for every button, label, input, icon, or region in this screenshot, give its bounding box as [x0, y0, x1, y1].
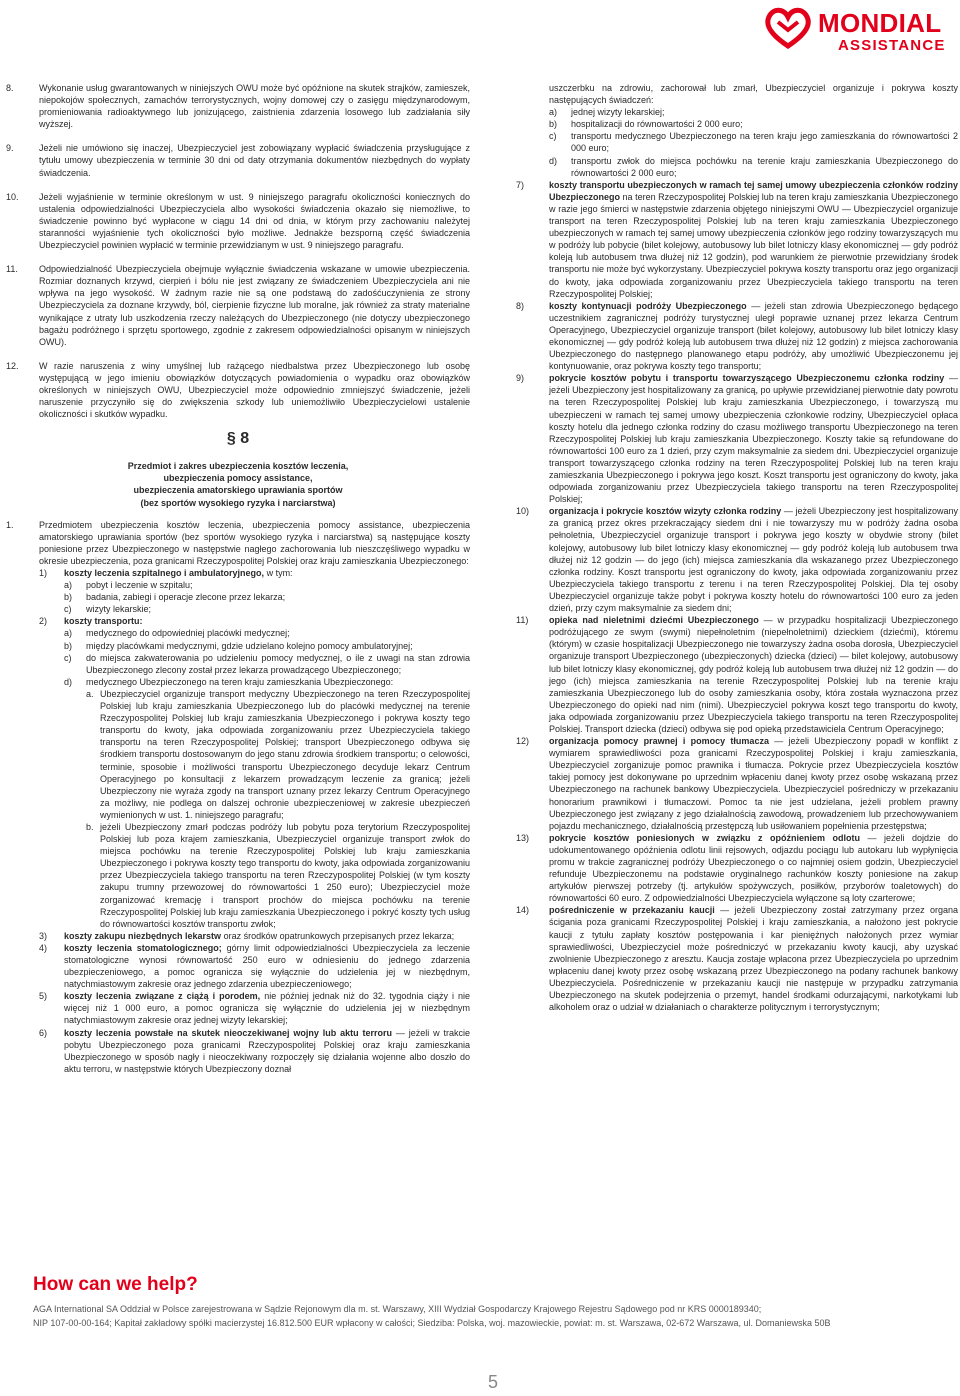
item-text: — jeżeli Ubezpieczony został zatrzymany przez organa ścigania poza granicami Rzeczypospolitej Polskiej i kraju zamieszkania, a nałożono jest pokrycie kaucji z tytułu zapłaty kosztów postępowania i kar pieniężnych nałożonych przez wymiar sprawiedliwości, Ubezpieczyciel może pośredniczyć w przekazaniu kwoty kaucji, aby uzyskać zwolnienie Ubezpieczonego z aresztu. Kaucja zostaje wpłacona przez Ubezpieczyciela po uprzednim wpłaceniu danej kwoty przez osobę wskazaną przez Ubezpieczonego na podany rachunek bankowy Ubezpieczyciela. Pośredniczenie w przekazaniu kaucji nie następuje w przypadku zatrzymania Ubezpieczonego na skutek podejrzenia o przemyt, handel środkami odurzającymi, narkotykami lub alkoholem oraz o udział w działaniach o charakterze politycznym i terrorystycznym; [549, 905, 958, 1013]
item-heading: opieka nad nieletnimi dziećmi Ubezpieczonego [549, 615, 759, 626]
subitem-d [64, 676, 470, 930]
item-heading: koszty transportu: [64, 616, 143, 627]
item-number: 7) [516, 179, 525, 190]
mondial-assistance-logo [762, 2, 952, 58]
item-heading: koszty transportu ubezpieczonych w ramach tej samej umowy ubezpieczenia członków rodziny Ubezpieczonego [549, 179, 958, 202]
cost-item-5 [39, 990, 470, 1026]
subsubitem-text: jeżeli Ubezpieczony zmarł podczas podróży lub pobytu poza terytorium Rzeczypospolitej Polskiej lub poza krajem zamieszkania, Ubezpieczyciel organizuje transport zwłok do miejsca pochówku na terenie Rzeczypospolitej Polskiej lub kraju zamieszkania Ubezpieczonego i pokrywa koszty tego transportu do kwoty, jaka odpowiada zorganizowaniu przez Ubezpieczyciela takiego transportu na teren Rzeczypospolitej Polskiej (w tym koszty zakupu trumny przewozowej do równowartości 1 250 euro); Ubezpieczyciel może zorganizować kremację i transport prochów do miejsca pochówku na terenie Rzeczypospolitej Polskiej lub kraju zamieszkania Ubezpieczonego i pokryć koszty tych usług do równowartości kosztów transportu zwłok; [100, 821, 470, 929]
subitem-letter: b) [64, 592, 73, 603]
item-text: — jeżeli Ubezpieczony jest hospitalizowany za granicą przez okres przekraczający siedem dni i nie towarzyszy mu w podróży żadna osoba pełnoletnia, Ubezpieczyciel organizuje transport i pokrywa jego koszty w obydwie strony (bilet kolejowy, autobusowy lub bilet lotniczy klasy ekonomicznej — gdy podróż koleją lub autobusem trwa dłużej niż 12 godzin — do jego (ich) miejsca zamieszkania dla wskazanego przez Ubezpieczonego członka rodziny. Koszt transportu jest ograniczony do kwoty, jaka odpowiada zorganizowaniu przez Ubezpieczyciela takiego transportu z terenu i na teren Rzeczypospolitej Polskiej. Dla tej osoby Ubezpieczyciel organizuje także pobyt i pokrywa koszty hotelu do równowartości 100 euro za jeden dzień, przy czym maksymalnie za siedem dni; [549, 506, 958, 614]
item-number: 14) [516, 905, 530, 916]
right-column [516, 82, 958, 1013]
paragraph-text: Odpowiedzialność Ubezpieczyciela obejmuje wyłącznie świadczenia wskazane w umowie ubezpieczenia. Rozmiar doznanych krzywd, cierpień i bólu nie jest związany ze świadczeniem Ubezpieczyciela ani nie wpływa na jego wysokość. W żadnym razie nie są one podstawą do zadośćuczynienia ze strony Ubezpieczyciela za doznane krzywdy, ból, cierpienie fizyczne lub moralne, jak również za straty materialne wynikające z utraty lub uszkodzenia rzeczy należących do Ubezpieczonego (nie dotyczy ubezpieczonego bagażu podróżnego i sprzętu sportowego, zgodnie z zakresem odpowiedzialności opisanym w niniejszych OWU). [39, 264, 470, 347]
paragraph-text: Wykonanie usług gwarantowanych w niniejszych OWU może być opóźnione na skutek strajków, zamieszek, niepokojów społecznych, zamachów terrorystycznych, wojny domowej czy o zasięgu międzynarodowym, promieniowania radioaktywnego lub jonizującego, zaistnienia zdarzenia losowego lub zadziałania siły wyższej. [39, 83, 470, 130]
cost-item-8 [516, 300, 958, 373]
subitem-a [64, 579, 470, 591]
section-paragraph-1 [6, 519, 470, 1075]
legal-footer [33, 1302, 933, 1330]
subitem-text: medycznego do odpowiedniej placówki medycznej; [86, 628, 290, 639]
subitem-text: wizyty lekarskie; [86, 604, 152, 615]
subitem-text: medycznego Ubezpieczonego na teren kraju zamieszkania Ubezpieczonego: [86, 676, 394, 687]
item-number: 12) [516, 736, 530, 747]
subitem-letter: c) [64, 604, 72, 615]
item-heading: koszty leczenia powstałe na skutek nieoczekiwanej wojny lub aktu terroru [64, 1027, 392, 1038]
cost-item-2 [39, 615, 470, 929]
subitem-text: do miejsca zakwaterowania po udzieleniu pomocy medycznej, o ile z uwagi na stan zdrowia Ubezpieczonego zlecony został przez lekarza prowadzącego Ubezpieczonego; [86, 652, 470, 675]
paragraph-11 [6, 263, 470, 348]
brand-name: MONDIAL [818, 8, 942, 38]
paragraph-8 [6, 82, 470, 130]
paragraph-9 [6, 142, 470, 178]
item-number: 13) [516, 832, 530, 843]
subitem-letter: c) [64, 652, 72, 663]
item-number: 5) [39, 991, 48, 1002]
paragraph-12 [6, 360, 470, 420]
item-heading: pośredniczenie w przekazaniu kaucji [549, 905, 715, 916]
paragraph-text: Jeżeli nie umówiono się inaczej, Ubezpieczyciel jest zobowiązany wypłacić świadczenia przysługujące z tytułu umowy ubezpieczenia w terminie 30 dni od daty otrzymania dokumentów niezbędnych do wypłaty świadczenia. [39, 143, 470, 178]
paragraph-number: 11. [6, 264, 18, 275]
item-heading: koszty leczenia stomatologicznego; [64, 942, 222, 953]
item-heading: koszty zakupu niezbędnych lekarstw [64, 930, 222, 941]
subitem-text: hospitalizacji do równowartości 2 000 euro; [571, 119, 743, 130]
cost-item-7 [516, 179, 958, 300]
paragraph-text: uszczerbku na zdrowiu, zachorował lub zmarł, Ubezpieczyciel organizuje i pokrywa koszty następujących świadczeń: [549, 83, 958, 106]
subitem-letter: b) [64, 640, 73, 651]
subitem-b [64, 640, 470, 652]
cost-item-6 [39, 1027, 470, 1075]
section-title [6, 460, 470, 508]
item-heading: koszty kontynuacji podróży Ubezpieczonego [549, 300, 747, 311]
subitem-b [64, 591, 470, 603]
item-number: 3) [39, 930, 48, 941]
item-heading: pokrycie kosztów poniesionych w związku z opóźnieniem odlotu [549, 832, 860, 843]
subitem-c [64, 652, 470, 676]
item-heading: koszty leczenia związane z ciążą i porodem, [64, 991, 261, 1002]
item-number: 4) [39, 942, 48, 953]
subitem-text: między placówkami medycznymi, gdzie udzielano kolejno pomocy ambulatoryjnej; [86, 640, 413, 651]
item-text: w tym: [264, 568, 293, 578]
section-title-line: ubezpieczenia pomocy assistance, [163, 473, 313, 484]
item-number: 1) [39, 568, 48, 578]
subitem-text: transportu zwłok do miejsca pochówku na terenie kraju zamieszkania Ubezpieczonego do równowartości 2 000 euro; [571, 155, 958, 178]
cost-item-10 [516, 505, 958, 614]
item-number: 9) [516, 373, 525, 384]
subitem-letter: d) [64, 676, 73, 687]
paragraph-number: 12. [6, 360, 19, 371]
cost-item-12 [516, 735, 958, 832]
item-heading: organizacja i pokrycie kosztów wizyty członka rodziny [549, 506, 782, 517]
item-number: 10) [516, 506, 530, 517]
footer-line: NIP 107-00-00-164; Kapitał zakładowy spółki macierzystej 16.812.500 EUR wpłacony w całości; Siedziba: Polska, woj. mazowieckie, powiat: m. st. Warszawa, 02-672 Warszawa, ul. Domaniewska 50B [33, 1318, 831, 1328]
item-heading: koszty leczenia szpitalnego i ambulatoryjnego, [64, 568, 265, 578]
subsubitem-letter: b. [86, 821, 94, 832]
item-text: nie później jednak niż do 32. tygodnia ciąży i nie więcej niż 1 000 euro, a pomoc ogranicza się wyłącznie do udzielenia jej w niezbędnym natychmiastowym zakresie oraz jednej wizyty lekarskiej; [64, 991, 470, 1026]
subitem-text: transportu medycznego Ubezpieczonego na teren kraju jego zamieszkania do równowartości 2 000 euro; [571, 131, 958, 154]
subitem-text: pobyt i leczenie w szpitalu; [86, 580, 193, 591]
paragraph-10 [6, 191, 470, 251]
cost-item-14 [516, 904, 958, 1013]
item-text: — jeżeli dojdzie do udokumentowanego opóźnienia odlotu linii rejsowych, odjazdu pociągu lub autokaru lub wypłynięcia promu w trakcie zagranicznej podróży Ubezpieczonego o co najmniej osiem godzin, Ubezpieczyciel refunduje Ubezpieczonemu na podstawie oryginalnego rachunków koszty poniesione na zakup artykułów pierwszej potrzeby (tj. artykułów spożywczych, posiłków, przyborów toaletowych) do równowartości 60 euro. Z odpowiedzialności Ubezpieczyciela wyłączone są loty czarterowe; [549, 832, 958, 904]
cost-item-1 [39, 567, 470, 615]
heart-logo-icon [762, 6, 814, 50]
paragraph-number: 10. [6, 191, 19, 202]
cost-item-11 [516, 614, 958, 735]
paragraph-text: Jeżeli wyjaśnienie w terminie określonym w ust. 9 niniejszego paragrafu okoliczności koniecznych do ustalenia odpowiedzialności Ubezpieczyciela albo wysokości świadczenia okazało się niemożliwe, to świadczenie powinno być wypłacone w ciągu 14 dni od dnia, w którym przy zachowaniu należytej staranności wyjaśnienie tych okoliczności było możliwe. Jednakże bezsporną część świadczenia Ubezpieczyciel powinien wypłacić w terminie przewidzianym w ust. 9 niniejszego paragrafu. [39, 191, 470, 251]
subsubitem-text: Ubezpieczyciel organizuje transport medyczny Ubezpieczonego na teren Rzeczypospolitej Polskiej lub kraju zamieszkania Ubezpieczonego lub do placówki medycznej na terenie Rzeczypospolitej Polskiej lub kraju zamieszkania Ubezpieczonego i pokrywa koszty tego transportu do kwoty, jaka odpowiada zorganizowaniu przez Ubezpieczyciela takiego transportu na teren Rzeczypospolitej Polskiej; transport Ubezpieczonego odbywa się środkiem transportu dostosowanym do jego stanu zdrowia środkiem transportu; o celowości, terminie, sposobie i możliwości transportu Ubezpieczonego decyduje lekarz Centrum Operacyjnego po konsultacji z lekarzem prowadzącym leczenie za granicą; jeżeli Ubezpieczony nie wyraża zgody na transport uznany przez lekarzy Centrum Operacyjnego za możliwy, nie podlega on dalszej ochronie ubezpieczeniowej w zakresie ubezpieczeń wymienionych w ust. 1. niniejszego paragrafu; [100, 688, 470, 820]
cost-item-9 [516, 372, 958, 505]
item-text: — w przypadku hospitalizacji Ubezpieczonego podróżującego ze swym (swymi) niepełnoletnim (niepełnoletnimi) dzieckiem (dziećmi), któremu (którym) w czasie hospitalizacji Ubezpieczonego nie towarzyszy żadna osoba dorosła, Ubezpieczyciel organizuje transport Ubezpieczonego (ubezpieczonych) dziecka (dzieci) — bilet kolejowy, autobusowy lub bilet lotniczy klasy ekonomicznej, gdy podróż koleją lub autobusem trwa dłużej niż 12 godzin — do jego (ich) miejsca zamieszkania na terenie Rzeczypospolitej Polskiej lub na terenie kraju zamieszkania Ubezpieczonego lub do osoby zamieszkania osoby, która została wyznaczona przez Ubezpieczonego do opieki nad nim (nimi). Ubezpieczyciel pokrywa koszt tego transportu do kwoty, jaka odpowiada zorganizowaniu przez Ubezpieczyciela takiego transportu na teren Rzeczypospolitej Polskiej. Transport dziecka (dzieci) odbywa się pod opieką przedstawiciela Centrum Operacyjnego; [549, 615, 958, 734]
subitem-b [549, 118, 958, 130]
subsubitem-a [86, 688, 470, 821]
subitem-letter: a) [64, 628, 73, 639]
item-number: 8) [516, 300, 525, 311]
section-mark: § 8 [226, 430, 250, 448]
subitem-a [549, 106, 958, 118]
continued-item-6 [516, 82, 958, 179]
subsubitem-b [86, 821, 470, 930]
subitem-letter: a) [549, 107, 558, 118]
subitem-c [64, 603, 470, 615]
item-text: — jeżeli Ubezpieczony jest hospitalizowany za granicą, po upływie przewidzianej pierwotnie daty powrotu na teren Rzeczypospolitej Polskiej lub kraju zamieszkania Ubezpieczonego, i towarzyszą mu ubezpieczeni w ramach tej samej umowy ubezpieczenia członkowie rodziny, Ubezpieczyciel opłaca koszty hotelu dla jednego członka rodziny do czasu możliwego transportu Ubezpieczonego na teren Rzeczypospolitej Polskiej lub kraju zamieszkania Ubezpieczonego. Koszty takie są refundowane do równowartości 100 euro za 1 dzień, przy czym maksymalnie za siedem dni. Ubezpieczyciel organizuje transport towarzyszącego członka rodziny na teren Rzeczypospolitej Polskiej lub na teren kraju zamieszkania Ubezpieczonego i pokrywa jego koszt. Koszt transportu jest ograniczony do kwoty, jaka odpowiada zorganizowaniu przez Ubezpieczyciela takiego transportu na teren Rzeczypospolitej Polskiej; [549, 373, 958, 505]
section-title-line: Przedmiot i zakres ubezpieczenia kosztów leczenia, [127, 461, 349, 472]
subitem-text: badania, zabiegi i operacje zlecone przez lekarza; [86, 592, 286, 603]
left-column [6, 82, 470, 1075]
item-number: 2) [39, 616, 48, 627]
item-text: — jeżeli w trakcie pobytu Ubezpieczonego poza granicami Rzeczypospolitej Polskiej oraz kraju zamieszkania Ubezpieczonego w sposób nagły i nieoczekiwany rozpoczęły się działania wojenne albo doszło do aktu terroru, w następstwie których Ubezpieczony doznał [64, 1027, 470, 1074]
subitem-text: jednej wizyty lekarskiej; [571, 107, 665, 118]
item-text: na teren Rzeczypospolitej Polskiej lub na teren kraju zamieszkania Ubezpieczonego w razie jego śmierci w następstwie zdarzenia objętego niniejszymi OWU — Ubezpieczyciel organizuje transport na teren Rzeczypospolitej Polskiej lub na teren kraju zamieszkania Ubezpieczonego ubezpieczonych w ramach tej samej umowy ubezpieczenia członków jego rodziny towarzyszących mu w podróży lub pobycie (bilet kolejowy, autobusowy lub bilet lotniczy klasy ekonomicznej — gdy podróż koleją lub autobusem trwa dłużej niż 12 godzin), pod warunkiem że pierwotnie przewidziany środek transportu nie może być wykorzystany. Ubezpieczyciel pokrywa koszty transportu oraz jego organizacji do kwoty, jaka odpowiada zorganizowaniu przez Ubezpieczyciela takiego transportu na teren Rzeczypospolitej Polskiej; [549, 191, 959, 299]
cost-item-4 [39, 942, 470, 990]
section-title-line: ubezpieczenia amatorskiego uprawiania sportów [133, 485, 343, 496]
footer-line: AGA International SA Oddział w Polsce zarejestrowana w Sądzie Rejonowym dla m. st. Warszawy, XIII Wydział Gospodarczy Krajowego Rejestru Sądowego pod nr KRS 0000189340; [33, 1304, 762, 1314]
subitem-a [64, 627, 470, 639]
paragraph-number: 9. [6, 143, 14, 154]
paragraph-number: 1. [6, 519, 14, 530]
item-text: górny limit odpowiedzialności Ubezpieczyciela za leczenie stomatologiczne wynosi równowartość 250 euro w odniesieniu do jednego zdarzenia ubezpieczeniowego, a pomoc ogranicza się wyłącznie do udzielenia jej w niezbędnym, natychmiastowym zakresie oraz jednego zdarzenia ubezpieczeniowego; [64, 942, 470, 990]
item-text: — jeżeli stan zdrowia Ubezpieczonego będącego uczestnikiem zagranicznej podróży turystycznej uległ poprawie uznanej przez lekarza Centrum Operacyjnego, Ubezpieczyciel organizuje transport (bilet kolejowy, autobusowy lub bilet lotniczy klasy ekonomicznej — gdy podróż koleją lub autobusem trwa dłużej niż 12 godzin) z miejsca zachorowania Ubezpieczonego do następnego planowanego etapu podróży, aby umożliwić Ubezpieczonemu jej kontynuowanie, oraz pokrywa koszty tego transportu; [549, 300, 959, 372]
help-heading: How can we help? [33, 1274, 198, 1295]
item-text: oraz środków opatrunkowych przepisanych przez lekarza; [221, 930, 455, 941]
subitem-letter: c) [549, 131, 557, 142]
brand-sub: ASSISTANCE [838, 37, 946, 54]
item-number: 11) [516, 615, 529, 626]
item-number: 6) [39, 1027, 48, 1038]
subitem-letter: b) [549, 119, 558, 130]
subsubitem-letter: a. [86, 688, 94, 699]
paragraph-text: W razie naruszenia z winy umyślnej lub rażącego niedbalstwa przez Ubezpieczonego lub osobę występującą w jego imieniu obowiązków dotyczących powiadomienia o wypadku oraz obowiązków określonych w niniejszych OWU, Ubezpieczyciel może odpowiednio zmniejszyć świadczenie, jeżeli naruszenie przyczyniło się do zwiększenia szkody lub uniemożliwiło Ubezpieczycielowi ustalenie okoliczności i skutków wypadku. [39, 360, 470, 420]
item-text: — jeżeli Ubezpieczony popadł w konflikt z wymiarem sprawiedliwości poza granicami Rzeczypospolitej Polskiej i kraju zamieszkania, Ubezpieczyciel zorganizuje pomoc prawnika i tłumacza. Pokrycie przez Ubezpieczyciela kosztów takiej pomocy jest dokonywane po uprzednim wpłaceniu danej kwoty przez osobę wskazaną przez Ubezpieczonego na rachunek bankowy Ubezpieczyciela. Ubezpieczyciel pośredniczy w przekazaniu honorarium prawnikowi i tłumaczowi. Pomoc ta nie jest udzielana, jeżeli problem prawny Ubezpieczonego jest związany z jego działalnością zawodową, prowadzeniem lub przechowywaniem pojazdu mechanicznego, działalnością przestępczą lub usiłowaniem popełnienia przestępstwa; [549, 736, 958, 831]
subitem-c [549, 130, 958, 154]
item-heading: pokrycie kosztów pobytu i transportu towarzyszącego Ubezpieczonemu członka rodziny [549, 373, 945, 384]
section-title-line: (bez sportów wysokiego ryzyka i narciarstwa) [140, 497, 336, 508]
paragraph-number: 8. [6, 83, 14, 93]
cost-item-13 [516, 832, 958, 905]
subitem-letter: d) [549, 155, 558, 166]
item-heading: organizacja pomocy prawnej i pomocy tłumacza [549, 736, 769, 747]
paragraph-text: Przedmiotem ubezpieczenia kosztów leczenia, ubezpieczenia pomocy assistance, ubezpieczenia amatorskiego uprawiania sportów (bez sportów wysokiego ryzyka i narciarstwa) są następujące koszty poniesione przez Ubezpieczonego w następstwie nagłego zachorowania lub nieszczęśliwego wypadku w okresie ubezpieczenia, poza granicami Rzeczypospolitej Polskiej oraz kraju zamieszkania Ubezpieczonego: [39, 519, 470, 566]
cost-item-3 [39, 930, 470, 942]
page-number: 5 [488, 1372, 499, 1392]
subitem-d [549, 155, 958, 179]
subitem-letter: a) [64, 580, 73, 591]
